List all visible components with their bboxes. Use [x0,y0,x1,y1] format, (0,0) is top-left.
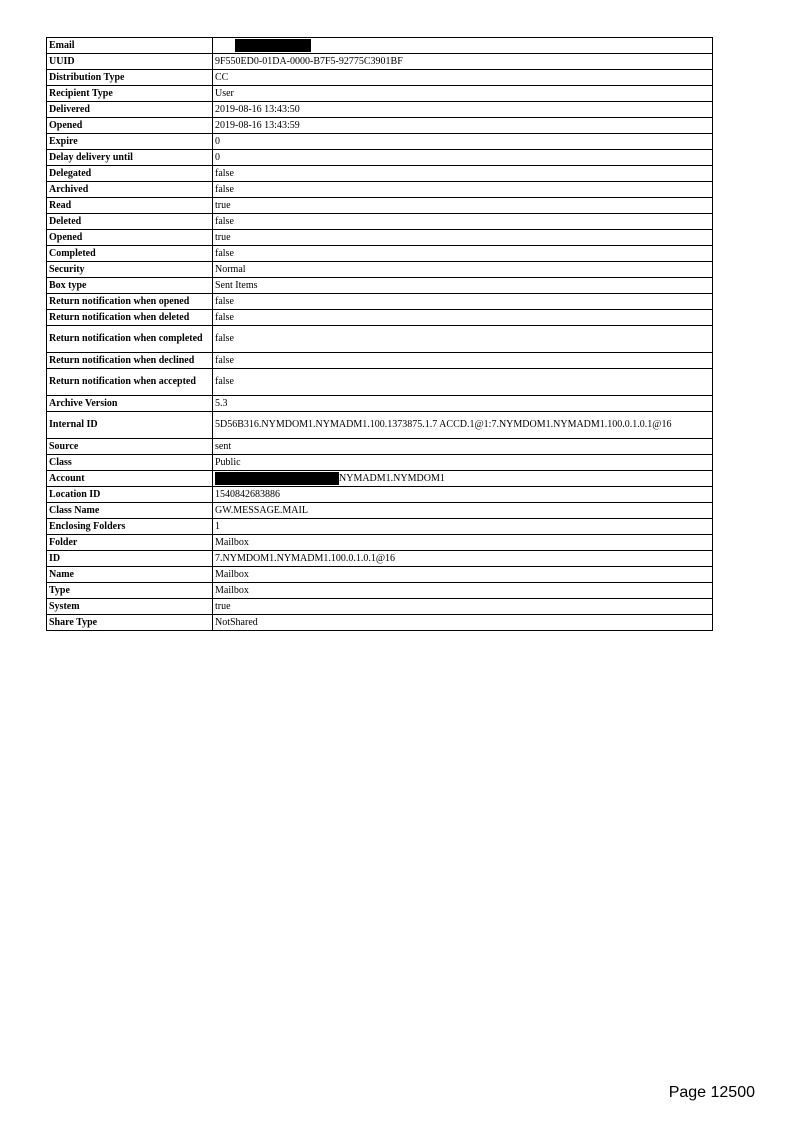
table-row [47,439,713,455]
property-label: Archived [47,182,213,198]
table-row [47,102,713,118]
property-label: Read [47,198,213,214]
property-value: User [213,86,713,102]
property-value: false [213,182,713,198]
property-label: Return notification when opened [47,294,213,310]
table-row [47,86,713,102]
table-row [47,38,713,54]
property-label: UUID [47,54,213,70]
table-row [47,134,713,150]
property-value: false [213,310,713,326]
property-label: Class Name [47,503,213,519]
table-row [47,369,713,396]
table-row [47,599,713,615]
property-label: Archive Version [47,396,213,412]
property-value: false [213,214,713,230]
property-label: Box type [47,278,213,294]
redaction-block [235,39,311,52]
table-row [47,118,713,134]
property-value: true [213,230,713,246]
table-row [47,294,713,310]
property-value: false [213,326,713,353]
table-row [47,278,713,294]
property-value: 0 [213,150,713,166]
property-value: false [213,246,713,262]
property-label: Class [47,455,213,471]
table-row [47,455,713,471]
property-label: Email [47,38,213,54]
table-row [47,535,713,551]
page-number: Page 12500 [668,1084,755,1101]
property-label: Return notification when accepted [47,369,213,396]
property-label: ID [47,551,213,567]
property-label: Type [47,583,213,599]
property-label: System [47,599,213,615]
property-label: Return notification when deleted [47,310,213,326]
table-row [47,246,713,262]
table-row [47,198,713,214]
property-value: 0 [213,134,713,150]
table-row [47,326,713,353]
table-row [47,70,713,86]
property-label: Name [47,567,213,583]
property-value: CC [213,70,713,86]
table-row [47,412,713,439]
table-row [47,54,713,70]
property-value: false [213,166,713,182]
property-label: Delivered [47,102,213,118]
table-row [47,396,713,412]
property-label: Delay delivery until [47,150,213,166]
property-value: Public [213,455,713,471]
property-label: Source [47,439,213,455]
property-label: Delegated [47,166,213,182]
table-row [47,150,713,166]
property-label: Folder [47,535,213,551]
property-value: 1 [213,519,713,535]
table-row [47,487,713,503]
property-value: 5.3 [213,396,713,412]
property-value [213,471,713,487]
property-label: Security [47,262,213,278]
property-label: Return notification when declined [47,353,213,369]
property-value: true [213,599,713,615]
property-value: false [213,369,713,396]
property-value: false [213,353,713,369]
property-value: 5D56B316.NYMDOM1.NYMADM1.100.1373875.1.7 ACCD.1@1:7.NYMDOM1.NYMADM1.100.0.1.0.1@16 [213,412,713,439]
table-row [47,583,713,599]
property-label: Opened [47,230,213,246]
property-value: false [213,294,713,310]
property-label: Enclosing Folders [47,519,213,535]
property-value: 9F550ED0-01DA-0000-B7F5-92775C3901BF [213,54,713,70]
table-row [47,503,713,519]
property-value: 2019-08-16 13:43:59 [213,118,713,134]
property-value: Mailbox [213,567,713,583]
property-value: Normal [213,262,713,278]
property-value: Sent Items [213,278,713,294]
table-row [47,353,713,369]
property-value: GW.MESSAGE.MAIL [213,503,713,519]
property-label: Share Type [47,615,213,631]
property-value: sent [213,439,713,455]
table-row [47,166,713,182]
property-value: 1540842683886 [213,487,713,503]
property-value-text: NYMADM1.NYMDOM1 [339,472,445,484]
table-row [47,551,713,567]
property-label: Return notification when completed [47,326,213,353]
property-label: Deleted [47,214,213,230]
property-label: Recipient Type [47,86,213,102]
properties-table [46,37,713,631]
property-value [213,38,713,54]
property-label: Completed [47,246,213,262]
property-value: 7.NYMDOM1.NYMADM1.100.0.1.0.1@16 [213,551,713,567]
table-row [47,262,713,278]
table-row [47,182,713,198]
property-value: true [213,198,713,214]
table-row [47,519,713,535]
property-value: 2019-08-16 13:43:50 [213,102,713,118]
table-row [47,310,713,326]
property-label: Location ID [47,487,213,503]
property-value: NotShared [213,615,713,631]
table-row [47,214,713,230]
property-value: Mailbox [213,583,713,599]
property-label: Expire [47,134,213,150]
table-row [47,230,713,246]
property-label: Distribution Type [47,70,213,86]
table-row [47,615,713,631]
redaction-block [215,472,339,485]
properties-table-body [47,38,713,631]
property-label: Account [47,471,213,487]
table-row [47,471,713,487]
property-value: Mailbox [213,535,713,551]
table-row [47,567,713,583]
property-label: Opened [47,118,213,134]
property-label: Internal ID [47,412,213,439]
